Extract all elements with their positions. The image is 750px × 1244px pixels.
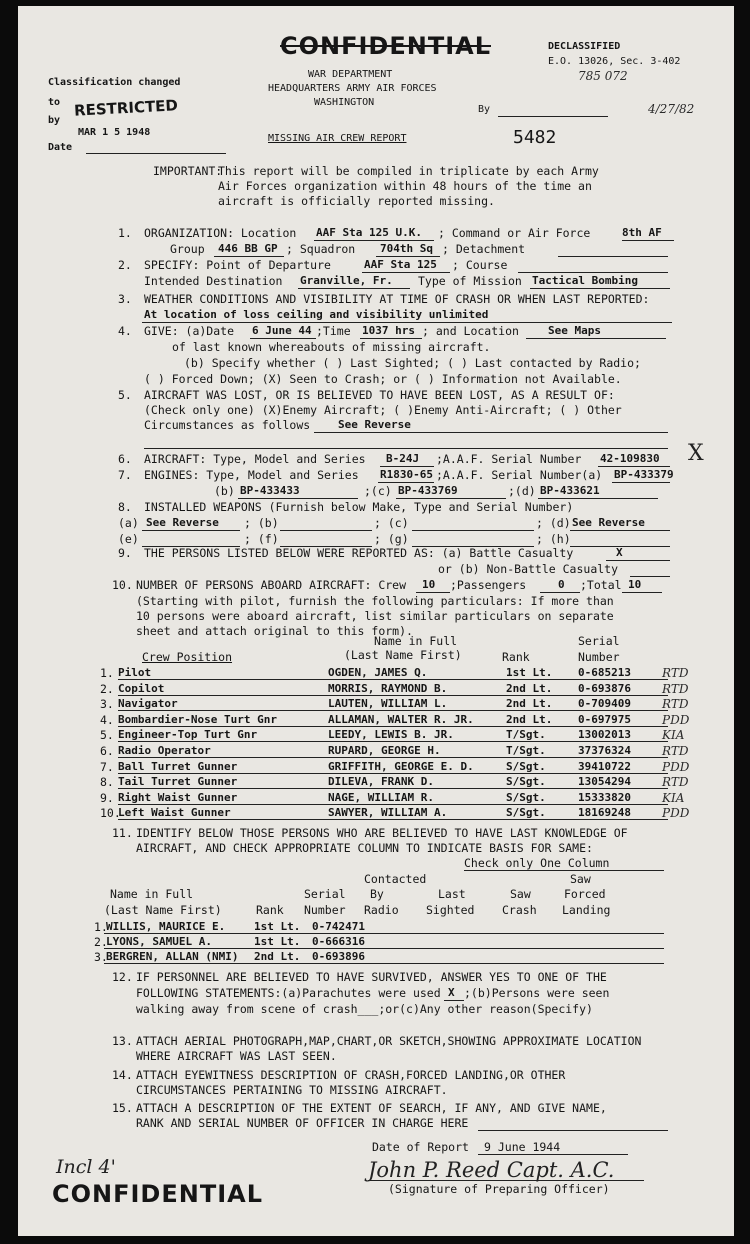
- sec3-num: 3.: [118, 292, 132, 306]
- witness-row-number: 3.: [94, 950, 108, 964]
- crew-row-serial: 13002013: [578, 728, 631, 742]
- sec12-line-2a: FOLLOWING STATEMENTS:(a)Parachutes were used: [136, 986, 441, 1000]
- sec11-line-1: IDENTIFY BELOW THOSE PERSONS WHO ARE BELIEVED TO HAVE LAST KNOWLEDGE OF: [136, 826, 628, 840]
- sec8-c-label: ; (c): [374, 516, 409, 530]
- date-line: [86, 153, 226, 154]
- crew-row-serial: 37376324: [578, 744, 631, 757]
- crew-row-status-note: KIA: [662, 790, 685, 805]
- sec4-location-line: [526, 338, 666, 339]
- crew-row-serial: 0-697975: [578, 712, 631, 726]
- crew-row-position: Left Waist Gunner: [118, 806, 231, 820]
- crew-row-rank: 2nd Lt.: [506, 697, 553, 711]
- sec11-h-serial-1: Serial: [304, 887, 346, 901]
- sec10-line-3: 10 persons were aboard aircraft, list similar particulars on separate: [136, 609, 614, 623]
- crew-row-rank: S/Sgt.: [506, 790, 546, 804]
- sec11-h-saw-2: Saw: [570, 872, 591, 886]
- crew-row-number: 7.: [100, 759, 114, 774]
- sec7-b-line: [238, 498, 358, 499]
- sec7-type-line: [378, 482, 434, 483]
- crew-row-rank: T/Sgt.: [506, 728, 546, 742]
- dept-line-2: HEADQUARTERS ARMY AIR FORCES: [268, 83, 437, 94]
- by-label: by: [48, 115, 61, 126]
- crew-row-number: 5.: [100, 728, 114, 743]
- sec5-num: 5.: [118, 388, 132, 402]
- sec5-line-3-label: Circumstances as follows: [144, 418, 311, 432]
- crew-row-name: LEEDY, LEWIS B. JR.: [328, 728, 454, 742]
- sec13-line-1: ATTACH AERIAL PHOTOGRAPH,MAP,CHART,OR SKETCH,SHOWING APPROXIMATE LOCATION: [136, 1034, 642, 1048]
- sec1-command-line: [622, 240, 674, 241]
- sec7-c-label: ;(c): [364, 484, 392, 498]
- sec11-h-radio: Radio: [364, 903, 399, 917]
- sec3-label: WEATHER CONDITIONS AND VISIBILITY AT TIME OF CRASH OR WHEN LAST REPORTED:: [144, 292, 650, 306]
- sec9-battle-mark: X: [616, 546, 623, 559]
- crew-row-status-note: RTD: [662, 744, 689, 758]
- witness-row-line: [104, 948, 664, 949]
- sec12-num: 12.: [112, 970, 133, 984]
- sec11-check-line: [464, 870, 664, 871]
- crew-row-line: [118, 788, 668, 789]
- crew-row-number: 9.: [100, 790, 114, 805]
- sec6-label: AIRCRAFT: Type, Model and Series: [144, 452, 366, 466]
- crew-row-name: SAWYER, WILLIAM A.: [328, 806, 448, 820]
- sec12-parachutes-line: [444, 1000, 464, 1001]
- sec11-num: 11.: [112, 826, 133, 840]
- crew-row-name: ALLAMAN, WALTER R. JR.: [328, 712, 474, 726]
- important-line-1: This report will be compiled in triplicate by each Army: [218, 164, 599, 178]
- sec11-h-landing: Landing: [562, 903, 611, 917]
- sec11-h-sighted: Sighted: [426, 903, 475, 917]
- sec7-d-label: ;(d): [508, 484, 536, 498]
- declassified-stamp: DECLASSIFIED: [548, 41, 621, 52]
- crew-row-number: 10.: [100, 806, 121, 821]
- sec8-e-label: (e): [118, 532, 139, 546]
- sec11-h-crash: Crash: [502, 903, 537, 917]
- restricted-stamp: RESTRICTED: [73, 96, 179, 120]
- sec2-mission: Tactical Bombing: [532, 274, 638, 287]
- witness-row-serial: 0-693896: [312, 950, 365, 963]
- sec11-h-by: By: [370, 887, 384, 901]
- sec6-serial-line: [598, 466, 670, 467]
- classification-changed: Classification changed: [48, 77, 181, 88]
- sec2-departure: AAF Sta 125: [364, 258, 437, 271]
- sec4-give-label: GIVE: (a)Date: [144, 324, 235, 338]
- crew-row-position: Radio Operator: [118, 744, 211, 757]
- sec11-h-forced: Forced: [564, 887, 606, 901]
- sec9-nonbattle-line: [630, 576, 670, 577]
- dept-line-3: WASHINGTON: [314, 97, 375, 108]
- crew-row-position: Bombardier-Nose Turt Gnr: [118, 712, 277, 726]
- sec2-mission-label: Type of Mission: [418, 274, 522, 288]
- crew-row-name: NAGE, WILLIAM R.: [328, 790, 434, 804]
- sec7-serial-d: BP-433621: [540, 484, 600, 497]
- crew-row-name: LAUTEN, WILLIAM L.: [328, 697, 448, 711]
- sec4-num: 4.: [118, 324, 132, 338]
- sec14-num: 14.: [112, 1068, 133, 1082]
- sec7-label: ENGINES: Type, Model and Series: [144, 468, 359, 482]
- sec9-line-1: THE PERSONS LISTED BELOW WERE REPORTED AS: (a) Battle Casualty: [144, 546, 574, 560]
- sec5-line-2: (Check only one) (X)Enemy Aircraft; ( )Enemy Anti-Aircraft; ( ) Other: [144, 403, 622, 417]
- crew-row-position: Tail Turret Gunner: [118, 775, 238, 789]
- sec11-h-name-1: Name in Full: [110, 887, 194, 901]
- crew-col-name-1: Name in Full: [374, 634, 458, 648]
- crew-row-number: 3.: [100, 697, 114, 712]
- crew-row-serial: 0-685213: [578, 666, 631, 679]
- confidential-bottom-stamp: CONFIDENTIAL: [52, 1180, 263, 1208]
- sec7-engine-type: R1830-65: [380, 468, 433, 481]
- sec11-h-contacted: Contacted: [364, 872, 427, 886]
- sec8-g-label: ; (g): [374, 532, 409, 546]
- sec1-detachment-line: [558, 256, 668, 257]
- crew-row-status-note: KIA: [662, 728, 685, 743]
- sec10-passengers-label: ;Passengers: [450, 578, 527, 592]
- sec8-a-label: (a): [118, 516, 139, 530]
- sec1-group: 446 BB GP: [218, 242, 278, 255]
- sec8-d-line: [570, 530, 670, 531]
- sec10-line-2: (Starting with pilot, furnish the following particulars: If more than: [136, 594, 614, 608]
- sec2-departure-label: SPECIFY: Point of Departure: [144, 258, 331, 272]
- sec2-destination-line: [298, 288, 410, 289]
- sec1-group-label: Group: [170, 242, 205, 256]
- sec5-line-1: AIRCRAFT WAS LOST, OR IS BELIEVED TO HAVE BEEN LOST, AS A RESULT OF:: [144, 388, 615, 402]
- crew-row-name: OGDEN, JAMES Q.: [328, 666, 428, 679]
- sec14-line-2: CIRCUMSTANCES PERTAINING TO MISSING AIRCRAFT.: [136, 1083, 448, 1097]
- sec7-serial-c: BP-433769: [398, 484, 458, 497]
- sec6-serial: 42-109830: [600, 452, 660, 465]
- crew-row-position: Ball Turret Gunner: [118, 759, 238, 773]
- eo-reference: E.O. 13026, Sec. 3-402: [548, 56, 681, 67]
- sec5-blank-line: [144, 448, 668, 449]
- sec7-serial-label: ;A.A.F. Serial Number(a): [436, 468, 603, 482]
- crew-row-status-note: RTD: [662, 697, 689, 712]
- crew-row-name: DILEVA, FRANK D.: [328, 775, 434, 789]
- by-date-stamp: MAR 1 5 1948: [78, 127, 151, 138]
- sec7-b-label: (b): [214, 484, 235, 498]
- sec7-serial-b: BP-433433: [240, 484, 300, 497]
- crew-row-serial: 0-693876: [578, 681, 631, 695]
- sec10-num: 10.: [112, 578, 133, 592]
- crew-row-number: 4.: [100, 712, 114, 727]
- witness-row-rank: 1st Lt.: [254, 935, 301, 948]
- sec10-crew-line: [416, 592, 450, 593]
- crew-row-rank: S/Sgt.: [506, 806, 546, 820]
- sec8-weapon-a: See Reverse: [146, 516, 219, 529]
- sec7-num: 7.: [118, 468, 132, 482]
- sec12-line-3: walking away from scene of crash___;or(c)Any other reason(Specify): [136, 1002, 593, 1016]
- form-title: MISSING AIR CREW REPORT: [268, 133, 407, 144]
- sec10-total-line: [622, 592, 662, 593]
- crew-row-serial: 0-709409: [578, 697, 631, 711]
- sec8-b-line: [280, 530, 372, 531]
- crew-row-serial: 18169248: [578, 806, 631, 820]
- sec1-squadron: 704th Sq: [380, 242, 433, 255]
- declass-number: 785 072: [578, 69, 628, 83]
- sec4-line-3: (b) Specify whether ( ) Last Sighted; ( ) Last contacted by Radio;: [184, 356, 641, 370]
- witness-row-serial: 0-742471: [312, 920, 365, 933]
- crew-row-number: 8.: [100, 775, 114, 790]
- sec10-total-label: ;Total: [580, 578, 622, 592]
- sec12-parachutes: X: [448, 986, 455, 999]
- sec12-line-2b: ;(b)Persons were seen: [464, 986, 610, 1000]
- crew-row-position: Right Waist Gunner: [118, 790, 238, 804]
- crew-row-name: GRIFFITH, GEORGE E. D.: [328, 759, 474, 773]
- sec8-h-label: ; (h): [536, 532, 571, 546]
- witness-row-name: LYONS, SAMUEL A.: [106, 935, 212, 948]
- crew-row-name: RUPARD, GEORGE H.: [328, 744, 441, 757]
- sec8-f-label: ; (f): [244, 532, 279, 546]
- footer-date-line: [478, 1154, 628, 1155]
- crew-col-serial-1: Serial: [578, 634, 620, 648]
- witness-row-number: 1.: [94, 920, 108, 934]
- sec1-location: AAF Sta 125 U.K.: [316, 226, 422, 239]
- sec10-passengers: 0: [558, 578, 565, 591]
- sec4-line-2: of last known whereabouts of missing aircraft.: [172, 340, 491, 354]
- sec4-line-4: ( ) Forced Down; (X) Seen to Crash; or ( ) Information not Available.: [144, 372, 622, 386]
- crew-row-status-note: RTD: [662, 666, 689, 680]
- sec10-line-4: sheet and attach original to this form).: [136, 624, 413, 638]
- sec5-circumstances: See Reverse: [338, 418, 411, 431]
- sec11-h-saw: Saw: [510, 887, 531, 901]
- sec12-line-1: IF PERSONNEL ARE BELIEVED TO HAVE SURVIVED, ANSWER YES TO ONE OF THE: [136, 970, 607, 984]
- crew-row-position: Engineer-Top Turt Gnr: [118, 728, 258, 742]
- sec11-h-rank: Rank: [256, 903, 284, 917]
- sec10-passengers-line: [540, 592, 580, 593]
- sec15-line-1: ATTACH A DESCRIPTION OF THE EXTENT OF SEARCH, IF ANY, AND GIVE NAME,: [136, 1101, 607, 1115]
- sec4-time-line: [360, 338, 422, 339]
- sec15-num: 15.: [112, 1101, 133, 1115]
- declass-by-line: [498, 116, 608, 117]
- witness-row-number: 2.: [94, 935, 108, 949]
- crew-row-status-note: PDD: [662, 712, 690, 727]
- crew-row-status-note: RTD: [662, 681, 689, 696]
- sec4-date: 6 June 44: [252, 324, 312, 337]
- sec1-group-line: [214, 256, 284, 257]
- sec4-time-label: ;Time: [316, 324, 351, 338]
- sec2-course-label: ; Course: [452, 258, 508, 272]
- witness-row-name: WILLIS, MAURICE E.: [106, 920, 226, 933]
- crew-row-rank: T/Sgt.: [506, 744, 546, 757]
- sec7-d-line: [538, 498, 658, 499]
- crew-row-position: Navigator: [118, 697, 178, 711]
- sec7-a-line: [612, 482, 670, 483]
- crew-row-line: [118, 710, 668, 711]
- crew-row-status-note: RTD: [662, 775, 689, 790]
- crew-row-name: MORRIS, RAYMOND B.: [328, 681, 448, 695]
- crew-col-serial-2: Number: [578, 650, 620, 664]
- sec10-label: NUMBER OF PERSONS ABOARD AIRCRAFT: Crew: [136, 578, 407, 592]
- sec9-line-2: or (b) Non-Battle Casualty: [438, 562, 619, 576]
- crew-row-position: Copilot: [118, 681, 165, 695]
- sec1-location-line: [314, 240, 434, 241]
- crew-row-rank: S/Sgt.: [506, 759, 546, 773]
- sec8-label: INSTALLED WEAPONS (Furnish below Make, Type and Serial Number): [144, 500, 574, 514]
- sec2-departure-line: [362, 272, 450, 273]
- crew-row-serial: 13054294: [578, 775, 631, 789]
- crew-row-rank: S/Sgt.: [506, 775, 546, 789]
- sec1-detachment-label: ; Detachment: [442, 242, 526, 256]
- report-page: [18, 6, 734, 1236]
- crew-row-number: 2.: [100, 681, 114, 696]
- report-number: 5482: [513, 127, 557, 148]
- dept-line-1: WAR DEPARTMENT: [308, 69, 393, 80]
- sec4-location: See Maps: [548, 324, 601, 337]
- sec2-mission-line: [530, 288, 670, 289]
- important-line-2: Air Forces organization within 48 hours of the time an: [218, 179, 592, 193]
- sec14-line-1: ATTACH EYEWITNESS DESCRIPTION OF CRASH,FORCED LANDING,OR OTHER: [136, 1068, 566, 1082]
- witness-row-name: BERGREN, ALLAN (NMI): [106, 950, 239, 963]
- sec13-line-2: WHERE AIRCRAFT WAS LAST SEEN.: [136, 1049, 337, 1063]
- sec9-num: 9.: [118, 546, 132, 560]
- sec4-location-label: ; and Location: [422, 324, 519, 338]
- sec11-check-only: Check only One Column: [464, 856, 610, 870]
- crew-row-rank: 2nd Lt.: [506, 681, 553, 695]
- sec3-weather: At location of loss ceiling and visibility unlimited: [144, 308, 489, 321]
- crew-col-name-2: (Last Name First): [344, 648, 462, 662]
- sec6-serial-label: ;A.A.F. Serial Number: [436, 452, 582, 466]
- sec1-org-label: ORGANIZATION: Location: [144, 226, 297, 240]
- officer-signature: John P. Reed Capt. A.C.: [368, 1158, 615, 1182]
- sec6-num: 6.: [118, 452, 132, 466]
- sec3-weather-line: [142, 322, 672, 323]
- sec4-time: 1037 hrs: [362, 324, 415, 337]
- sec1-squadron-line: [376, 256, 440, 257]
- to-label: to: [48, 97, 61, 108]
- sec2-num: 2.: [118, 258, 132, 272]
- important-label: IMPORTANT:: [153, 164, 223, 178]
- sec11-h-name-2: (Last Name First): [104, 903, 222, 917]
- sec6-type-line: [380, 466, 434, 467]
- sec2-dest-label: Intended Destination: [144, 274, 283, 288]
- sec10-crew: 10: [422, 578, 436, 591]
- sec8-d-label: ; (d): [536, 516, 571, 530]
- witness-row-rank: 2nd Lt.: [254, 950, 301, 963]
- sec6-aircraft-type: B-24J: [386, 452, 420, 465]
- confidential-top-stamp: CONFIDENTIAL: [280, 32, 491, 60]
- sec1-squadron-label: ; Squadron: [286, 242, 356, 256]
- signature-line: [368, 1180, 644, 1181]
- sec8-weapon-d: See Reverse: [572, 516, 645, 529]
- crew-row-status-note: PDD: [662, 806, 690, 821]
- declass-by-label: By: [478, 104, 491, 115]
- sec7-c-line: [396, 498, 506, 499]
- witness-row-serial: 0-666316: [312, 935, 365, 948]
- sec15-line-2: RANK AND SERIAL NUMBER OF OFFICER IN CHARGE HERE: [136, 1116, 469, 1130]
- sec15-line: [478, 1130, 668, 1131]
- witness-row-line: [104, 933, 664, 934]
- sec11-line-2: AIRCRAFT, AND CHECK APPROPRIATE COLUMN TO INDICATE BASIS FOR SAME:: [136, 841, 593, 855]
- witness-row-line: [104, 963, 664, 964]
- date-label: Date: [48, 142, 73, 153]
- crew-row-line: [118, 679, 668, 680]
- crew-row-line: [118, 726, 668, 727]
- sec2-destination: Granville, Fr.: [300, 274, 393, 287]
- sec10-total: 10: [628, 578, 642, 591]
- footer-date-label: Date of Report: [372, 1140, 469, 1154]
- sec1-num: 1.: [118, 226, 132, 240]
- crew-col-rank: Rank: [502, 650, 530, 664]
- crew-row-line: [118, 819, 668, 820]
- crew-row-rank: 2nd Lt.: [506, 712, 553, 726]
- crew-row-rank: 1st Lt.: [506, 666, 553, 679]
- sec1-command: 8th AF: [622, 226, 662, 239]
- crew-col-position: Crew Position: [142, 650, 233, 664]
- sec8-c-line: [412, 530, 534, 531]
- crew-row-number: 1.: [100, 666, 114, 680]
- crew-row-line: [118, 741, 668, 742]
- sec4-date-line: [250, 338, 316, 339]
- crew-row-position: Pilot: [118, 666, 152, 679]
- sec8-a-line: [142, 530, 240, 531]
- witness-row-rank: 1st Lt.: [254, 920, 301, 933]
- sec13-num: 13.: [112, 1034, 133, 1048]
- crew-row-number: 6.: [100, 744, 114, 758]
- signature-caption: (Signature of Preparing Officer): [388, 1182, 610, 1196]
- sec9-battle-line: [606, 560, 670, 561]
- crew-row-serial: 39410722: [578, 759, 631, 773]
- sec1-command-label: ; Command or Air Force: [438, 226, 591, 240]
- sec6-hand-mark: X: [688, 441, 704, 466]
- sec7-serial-a: BP-433379: [614, 468, 674, 481]
- sec11-h-last: Last: [438, 887, 466, 901]
- crew-row-serial: 15333820: [578, 790, 631, 804]
- crew-row-line: [118, 757, 668, 758]
- sec8-num: 8.: [118, 500, 132, 514]
- important-line-3: aircraft is officially reported missing.: [218, 194, 495, 208]
- declass-date: 4/27/82: [648, 102, 695, 116]
- sec5-circumstances-line: [314, 432, 668, 433]
- crew-row-status-note: PDD: [662, 759, 690, 774]
- inclosure-note: Incl 4': [56, 1156, 116, 1178]
- footer-date: 9 June 1944: [484, 1140, 561, 1154]
- crew-row-line: [118, 804, 668, 805]
- sec2-course-line: [518, 272, 668, 273]
- crew-row-line: [118, 695, 668, 696]
- sec11-h-serial-2: Number: [304, 903, 346, 917]
- sec8-b-label: ; (b): [244, 516, 279, 530]
- crew-row-line: [118, 773, 668, 774]
